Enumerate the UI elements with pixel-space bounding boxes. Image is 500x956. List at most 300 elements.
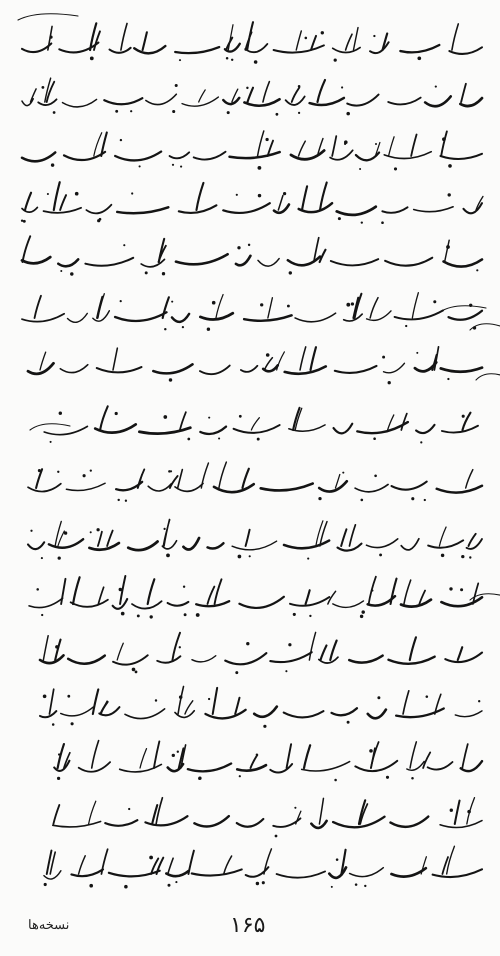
script-dot <box>449 587 452 590</box>
script-stroke <box>188 764 231 772</box>
script-ascender <box>302 186 307 210</box>
script-dot <box>246 642 249 645</box>
script-dot <box>169 378 172 381</box>
script-ascender <box>461 84 466 102</box>
script-dot <box>258 194 261 197</box>
script-stroke <box>463 203 482 213</box>
script-stroke <box>331 259 378 265</box>
script-ascender <box>140 749 146 768</box>
script-stroke <box>416 425 434 433</box>
script-dot <box>469 556 471 558</box>
script-stroke <box>148 484 171 491</box>
script-stroke <box>333 601 364 607</box>
script-dot <box>360 615 363 618</box>
script-ascender <box>439 527 446 546</box>
script-dot <box>57 777 60 780</box>
script-ascender <box>207 587 214 604</box>
script-ascender <box>462 744 467 768</box>
script-stroke <box>270 764 292 773</box>
script-stroke <box>350 868 384 877</box>
script-dot <box>331 886 333 888</box>
script-dot <box>237 246 240 249</box>
script-ascender <box>58 744 64 768</box>
marginal-note-stroke <box>440 306 486 312</box>
script-ascender <box>306 590 310 604</box>
script-stroke <box>117 207 168 213</box>
script-dot <box>448 164 452 168</box>
script-ascender <box>264 358 272 370</box>
script-dot <box>89 884 93 888</box>
script-ascender <box>278 196 283 210</box>
script-stroke <box>196 601 229 606</box>
script-dot <box>163 528 165 530</box>
script-dot <box>276 113 279 116</box>
script-dot <box>83 474 86 477</box>
script-stroke <box>258 259 279 267</box>
script-dot <box>288 643 291 646</box>
script-dot <box>172 110 175 113</box>
script-dot <box>231 59 233 61</box>
script-ascender <box>296 31 301 50</box>
script-dot <box>60 270 62 272</box>
script-stroke <box>29 598 63 607</box>
script-dot <box>361 221 363 223</box>
script-ascender <box>388 415 394 430</box>
script-dot <box>196 613 200 617</box>
script-dot <box>90 469 92 471</box>
script-dot <box>373 437 376 440</box>
script-dot <box>70 272 73 275</box>
script-ascender <box>196 183 203 210</box>
script-dot <box>49 35 52 38</box>
script-dot <box>168 470 171 473</box>
script-dot <box>23 220 26 223</box>
script-dot <box>346 112 350 116</box>
script-dot <box>64 531 67 534</box>
script-dot <box>426 695 429 698</box>
script-stroke <box>395 310 443 319</box>
script-dot <box>461 555 464 558</box>
script-dot <box>334 58 337 61</box>
script-stroke <box>241 366 258 372</box>
script-ascender <box>89 801 96 824</box>
script-stroke <box>59 43 98 53</box>
script-dot <box>420 441 422 443</box>
script-stroke <box>225 653 266 664</box>
script-ascender <box>353 28 358 50</box>
script-dot <box>182 326 184 328</box>
script-dot <box>435 86 437 88</box>
script-stroke <box>337 207 376 215</box>
script-stroke <box>455 711 482 717</box>
marginal-note-stroke <box>476 374 500 380</box>
script-ascender <box>215 579 222 604</box>
script-stroke <box>433 869 482 877</box>
script-stroke <box>440 821 482 828</box>
script-dot <box>416 352 418 354</box>
script-dot <box>43 694 47 698</box>
script-stroke <box>237 819 264 827</box>
script-ascender <box>371 742 379 768</box>
script-dot <box>164 328 166 330</box>
script-ascender <box>300 347 306 370</box>
script-stroke <box>277 871 326 877</box>
script-dot <box>344 143 346 145</box>
script-stroke <box>460 98 482 106</box>
script-stroke <box>62 99 96 106</box>
script-dot <box>246 87 248 89</box>
script-dot <box>377 696 380 699</box>
script-dot <box>180 166 182 168</box>
script-stroke <box>319 481 347 491</box>
marginal-note-stroke <box>30 424 70 430</box>
script-ascender <box>316 521 323 546</box>
script-stroke <box>414 207 453 212</box>
script-stroke <box>115 312 166 321</box>
script-stroke <box>54 761 69 771</box>
script-ascender <box>235 698 239 714</box>
script-stroke <box>329 867 346 877</box>
script-ascender <box>320 183 327 210</box>
script-dot <box>163 415 167 419</box>
script-stroke <box>442 426 478 433</box>
script-ascender <box>299 141 306 156</box>
script-ascender <box>423 752 430 768</box>
script-ascender <box>412 293 418 318</box>
script-dot <box>266 353 270 357</box>
script-dot <box>90 531 92 533</box>
script-ascender <box>277 352 285 370</box>
script-dot <box>227 111 230 114</box>
script-ascender <box>40 352 46 370</box>
script-dot <box>58 556 61 559</box>
script-ascender <box>287 744 292 768</box>
script-ascender <box>61 579 65 604</box>
script-ascender <box>180 412 186 430</box>
script-ascender <box>391 579 397 604</box>
script-stroke <box>71 869 103 876</box>
script-stroke <box>139 428 190 434</box>
script-ascender <box>251 755 258 768</box>
script-dot <box>265 138 268 141</box>
script-stroke <box>183 538 199 550</box>
script-ascender <box>98 532 102 546</box>
script-ascender <box>49 689 53 714</box>
script-ascender <box>201 463 208 488</box>
script-ascender <box>55 640 60 660</box>
script-stroke <box>44 426 87 434</box>
script-stroke <box>384 152 431 159</box>
script-stroke <box>166 871 188 876</box>
script-dot <box>175 84 178 87</box>
script-stroke <box>97 367 142 372</box>
script-ascender <box>246 530 250 546</box>
script-dot <box>238 555 242 559</box>
script-stroke <box>284 711 324 717</box>
script-ascender <box>25 193 31 210</box>
script-ascender <box>188 851 193 874</box>
script-dot <box>208 417 210 419</box>
script-stroke <box>274 45 324 52</box>
script-stroke <box>58 259 78 266</box>
script-stroke <box>40 711 56 717</box>
script-stroke <box>22 314 64 322</box>
script-ascender <box>421 857 426 874</box>
script-ascender <box>247 22 253 50</box>
script-ascender <box>452 24 458 50</box>
script-dot <box>359 168 361 170</box>
script-stroke <box>449 47 482 54</box>
marginal-note-stroke <box>18 14 78 20</box>
script-stroke <box>125 709 165 719</box>
script-stroke <box>444 259 482 266</box>
script-dot <box>149 856 153 860</box>
script-stroke <box>168 602 189 606</box>
script-ascender <box>349 525 355 546</box>
script-dot <box>115 412 118 415</box>
script-stroke <box>22 152 55 161</box>
script-stroke <box>172 314 189 322</box>
script-dot <box>135 671 138 674</box>
script-dot <box>305 37 308 40</box>
script-dot <box>41 557 43 559</box>
script-dot <box>476 269 478 271</box>
script-dot <box>184 613 187 616</box>
script-dot <box>128 808 130 810</box>
script-stroke <box>295 313 336 322</box>
script-ascender <box>148 579 155 604</box>
script-stroke <box>44 208 82 213</box>
script-stroke <box>355 761 397 771</box>
script-ascender <box>441 131 447 156</box>
script-ascender <box>268 298 273 318</box>
script-stroke <box>22 43 51 52</box>
script-stroke <box>239 597 283 608</box>
script-dot <box>150 615 153 618</box>
script-stroke <box>208 543 224 548</box>
script-stroke <box>236 256 250 266</box>
script-dot <box>298 112 300 114</box>
script-dot <box>447 378 449 380</box>
script-stroke <box>347 95 378 106</box>
script-stroke <box>157 656 180 662</box>
script-dot <box>175 881 177 883</box>
script-dot <box>417 56 421 60</box>
script-ascender <box>410 637 416 660</box>
script-stroke <box>200 427 226 434</box>
script-dot <box>179 59 181 61</box>
script-ascender <box>242 469 248 488</box>
script-stroke <box>310 98 344 105</box>
script-ascender <box>94 133 102 156</box>
script-dot <box>289 271 292 274</box>
script-stroke <box>334 424 353 434</box>
script-ascender <box>73 577 80 604</box>
script-ascender <box>107 531 113 546</box>
script-stroke <box>146 94 176 104</box>
script-stroke <box>192 656 216 662</box>
script-stroke <box>355 484 388 491</box>
script-ascender <box>224 856 232 874</box>
script-dot <box>450 809 453 812</box>
script-stroke <box>441 368 482 372</box>
script-dot <box>59 412 62 415</box>
script-dot <box>478 700 480 702</box>
script-stroke <box>85 258 133 266</box>
script-dot <box>283 192 286 195</box>
script-dot <box>41 614 43 616</box>
script-stroke <box>274 205 289 213</box>
script-ascender <box>320 645 326 660</box>
script-dot <box>58 753 60 755</box>
script-dot <box>263 725 266 728</box>
script-stroke <box>194 816 228 826</box>
script-ascender <box>330 641 336 660</box>
script-stroke <box>302 762 350 771</box>
script-dot <box>373 35 375 37</box>
script-dot <box>375 143 377 145</box>
script-stroke <box>401 600 431 607</box>
script-stroke <box>132 601 162 608</box>
script-stroke <box>388 657 434 664</box>
script-dot <box>132 668 136 672</box>
script-ascender <box>403 691 409 714</box>
script-dot <box>262 881 265 884</box>
script-dot <box>123 244 125 246</box>
script-ascender <box>458 647 462 660</box>
script-ascender <box>53 805 59 824</box>
script-ascender <box>43 636 48 660</box>
script-ascender <box>346 34 352 50</box>
script-dot <box>379 553 382 556</box>
script-stroke <box>28 484 61 492</box>
script-stroke <box>110 48 131 53</box>
script-ascender <box>263 82 269 102</box>
script-ascender <box>410 742 416 768</box>
script-stroke <box>270 652 311 662</box>
script-dot <box>394 167 397 170</box>
script-dot <box>124 885 128 889</box>
script-dot <box>256 753 258 755</box>
script-dot <box>257 438 260 441</box>
script-stroke <box>441 597 482 606</box>
script-dot <box>90 57 94 61</box>
script-ascender <box>47 82 55 102</box>
script-dot <box>155 699 157 701</box>
script-dot <box>226 57 229 60</box>
script-ascender <box>185 701 193 714</box>
script-dot <box>249 555 251 557</box>
script-dot <box>411 497 414 500</box>
script-dot <box>334 779 337 782</box>
script-ascender <box>101 849 107 874</box>
script-stroke <box>53 821 101 826</box>
script-ascender <box>341 529 346 546</box>
script-stroke <box>49 539 83 548</box>
script-stroke <box>234 425 280 433</box>
script-dot <box>442 137 446 141</box>
script-dot <box>130 110 132 112</box>
script-stroke <box>86 205 111 214</box>
script-dot <box>341 86 343 88</box>
script-dot <box>374 474 377 477</box>
script-dot <box>321 31 324 34</box>
script-stroke <box>68 656 105 664</box>
script-stroke <box>141 259 164 266</box>
script-ascender <box>92 741 99 768</box>
script-dot <box>460 588 463 591</box>
script-stroke <box>349 656 382 663</box>
script-dot <box>307 558 309 560</box>
script-stroke <box>205 710 245 719</box>
script-dot <box>258 166 262 170</box>
script-ascender <box>93 689 98 714</box>
script-ascender <box>113 348 117 370</box>
script-ascender <box>317 80 325 102</box>
script-dot <box>462 415 465 418</box>
script-dot <box>120 300 122 302</box>
script-ascender <box>445 240 450 262</box>
script-dot <box>121 612 125 616</box>
script-dot <box>36 588 39 591</box>
script-dot <box>179 695 183 699</box>
script-ascender <box>170 476 178 488</box>
script-dot <box>52 723 55 726</box>
script-stroke <box>194 152 226 160</box>
script-dot <box>212 301 216 305</box>
script-stroke <box>401 539 419 550</box>
script-ascender <box>117 643 123 660</box>
script-ascender <box>35 296 41 318</box>
script-dot <box>360 499 363 502</box>
script-ascender <box>154 741 159 768</box>
script-stroke <box>175 47 219 53</box>
script-ascender <box>304 745 310 768</box>
script-stroke <box>366 539 397 548</box>
script-dot <box>338 217 341 220</box>
script-ascender <box>419 591 425 604</box>
script-dot <box>381 221 384 224</box>
script-stroke <box>428 762 453 770</box>
script-ascender <box>292 87 300 102</box>
script-dot <box>369 749 373 753</box>
script-dot <box>446 245 450 249</box>
script-dot <box>38 469 41 472</box>
script-stroke <box>391 817 429 827</box>
script-stroke <box>382 207 407 213</box>
script-ascender <box>411 135 416 156</box>
script-dot <box>131 192 133 194</box>
script-dot <box>55 645 59 649</box>
script-dot <box>293 613 296 616</box>
script-dot <box>207 328 210 331</box>
script-stroke <box>67 313 87 322</box>
script-stroke <box>105 820 137 826</box>
script-dot <box>47 193 49 195</box>
script-ascender <box>447 846 455 874</box>
script-stroke <box>335 366 377 373</box>
script-stroke <box>284 541 329 549</box>
script-dot <box>405 325 407 327</box>
script-stroke <box>71 600 108 607</box>
script-ascender <box>213 688 217 714</box>
script-stroke <box>285 366 326 373</box>
script-dot <box>433 300 436 303</box>
script-dot <box>67 695 70 698</box>
script-dot <box>467 810 471 814</box>
script-stroke <box>407 761 424 770</box>
script-dot <box>198 778 200 780</box>
